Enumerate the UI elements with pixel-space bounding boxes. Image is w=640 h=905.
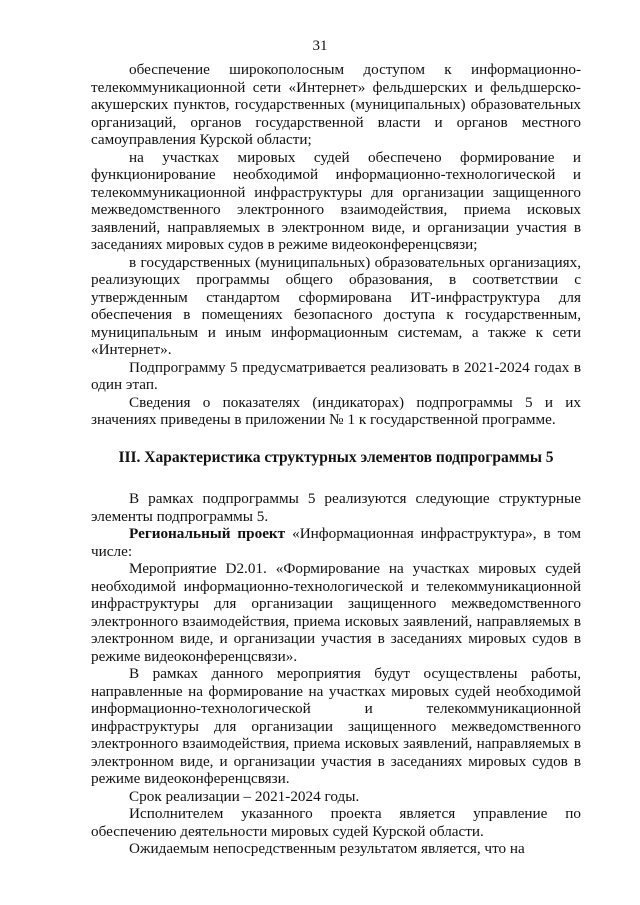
paragraph-indicators-reference: Сведения о показателях (индикаторах) подпрограммы 5 и их значениях приведены в приложении № 1 к государственной программе. xyxy=(91,393,581,428)
paragraph-broadband-access: обеспечение широкополосным доступом к информационно-телекоммуникационной сети «Интернет» фельдшерских и фельдшерско-акушерских пунктов, государственных (муниципальных) образовательных организаций, органов государственной власти и органов местного самоуправления Курской области; xyxy=(91,61,581,148)
paragraph-activity-d2-01: Мероприятие D2.01. «Формирование на участках мировых судей необходимой информационно-технологической и телекоммуникационной инфраструктуры для организации защищенного межведомственного электронного взаимодействия, приема исковых заявлений, направляемых в электронном виде, и организации участия в заседаниях мировых судов в режиме видеоконференцсвязи». xyxy=(91,560,581,665)
paragraph-magistrate-infrastructure: на участках мировых судей обеспечено формирование и функционирование необходимой информационно-технологической и телекоммуникационной инфраструктуры для организации защищенного межведомственного электронного взаимодействия, приема исковых заявлений, направляемых в электронном виде, и организации участия в заседаниях мировых судов в режиме видеоконференцсвязи; xyxy=(91,148,581,253)
paragraph-activity-works: В рамках данного мероприятия будут осуществлены работы, направленные на формирование на участках мировых судей необходимой информационно-технологической и телекоммуникационной инфраструктуры для организации защищенного межведомственного электронного взаимодействия, приема исковых заявлений, направляемых в электронном виде, и организации участия в заседаниях мировых судов в режиме видеоконференцсвязи. xyxy=(91,665,581,787)
paragraph-structural-elements-intro: В рамках подпрограммы 5 реализуются следующие структурные элементы подпрограммы 5. xyxy=(91,490,581,525)
section-heading: III. Характеристика структурных элементов подпрограммы 5 xyxy=(118,448,554,466)
paragraph-executor: Исполнителем указанного проекта является управление по обеспечению деятельности мировых судей Курской области. xyxy=(91,805,581,840)
regional-project-label: Региональный проект xyxy=(129,525,286,542)
page-number: 31 xyxy=(312,38,328,54)
paragraph-term: Срок реализации – 2021-2024 годы. xyxy=(129,787,360,805)
paragraph-schools-it-infrastructure: в государственных (муниципальных) образовательных организациях, реализующих программы общего образования, в соответствии с утвержденным стандартом сформирована ИТ-инфраструктура для обеспечения в помещениях безопасного доступа к государственным, муниципальным и иным информационным системам, а также к сети «Интернет». xyxy=(91,253,581,358)
page-content xyxy=(91,61,581,858)
paragraph-expected-result: Ожидаемым непосредственным результатом является, что на xyxy=(129,840,525,857)
regional-project-title: «Информационная инфраструктура», в том числе: xyxy=(91,525,581,560)
paragraph-regional-project xyxy=(91,525,581,560)
paragraph-implementation-period: Подпрограмму 5 предусматривается реализовать в 2021-2024 годах в один этап. xyxy=(91,358,581,393)
